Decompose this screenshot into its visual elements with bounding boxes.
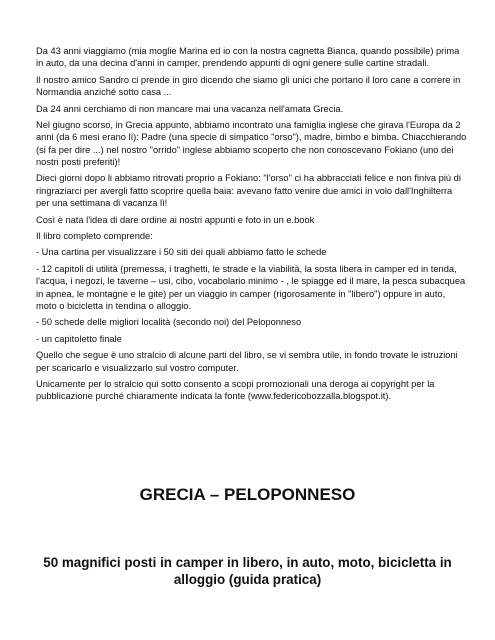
paragraph-libro: Il libro completo comprende: [36,230,153,241]
paragraph-intro: Da 43 anni viaggiamo (mia moglie Marina ed io con la nostra cagnetta Bianca, quando possibile) prima in auto, da una decina d'anni in camper, prendendo appunti di ogni genere sulle cartine stradali. [36,46,460,69]
page-subtitle: 50 magnifici posti in camper in libero, in auto, moto, bicicletta in alloggio (guida pratica) [43,555,452,587]
paragraph-copyright: Unicamente per lo stralcio qui sotto consento a scopi promozionali una deroga ai copyright per la pubblicazione purché chiaramente indicata la fonte (www.federicobozzalla.blogspot.it). [36,379,435,402]
paragraph-sandro: Il nostro amico Sandro ci prende in giro dicendo che siamo gli unici che portano il loro cane a correre in Normandia anziché sotto casa ... [36,74,461,98]
page-title: GRECIA – PELOPONNESO [139,485,356,504]
body-text [36,45,468,407]
paragraph-famiglia: Nel giugno scorso, in Grecia appunto, abbiamo incontrato una famiglia inglese che girava l'Europa da 2 anni (da 6 mesi erano lì): Padre (una specie di simpatico "orso"), madre, bimbo e bimba. Chiacchierando (si fa per dire ...) nel nostro "orrido" inglese abbiamo scoperto che non conoscevano Fokiano (uno dei nostri posti preferiti)! [36,120,467,167]
list-item-schede: - 50 schede delle migliori località (secondo noi) del Peloponneso [36,317,302,328]
list-item-capitoletto: - un capitoletto finale [36,333,122,344]
list-item-capitoli: - 12 capitoli di utilità (premessa, i traghetti, le strade e la viabilità, la sosta libera in camper ed in tenda, l'acqua, i negozi, le taverne – usi, cibo, vocabolario minimo - , le spiagge ed il mare, la pesca subacquea in apnea, le montagne e le gite) per un viaggio in camper (rigorosamente in "libero") oppure in auto, moto o bicicletta in tendina o alloggio. [36,263,466,311]
paragraph-ebook: Così è nata l'idea di dare ordine ai nostri appunti e foto in un e.book [36,214,315,225]
list-item-cartina: - Una cartina per visualizzare i 50 siti dei quali abbiamo fatto le schede [36,247,327,258]
paragraph-fokiano: Dieci giorni dopo li abbiamo ritrovati proprio a Fokiano: "l'orso" ci ha abbracciati felice e non finiva più di ringraziarci per avergli fatto scoprire quella baia: avevano fatto venire due amici in volo dall'Inghilterra per una settimana di vacanza lì! [36,173,461,209]
paragraph-stralcio: Quello che segue è uno stralcio di alcune parti del libro, se vi sembra utile, in fondo trovate le istruzioni per scaricarlo e visualizzarlo sul vostro computer. [36,350,458,373]
paragraph-grecia: Da 24 anni cerchiamo di non mancare mai una vacanza nell'amata Grecia. [36,103,344,114]
